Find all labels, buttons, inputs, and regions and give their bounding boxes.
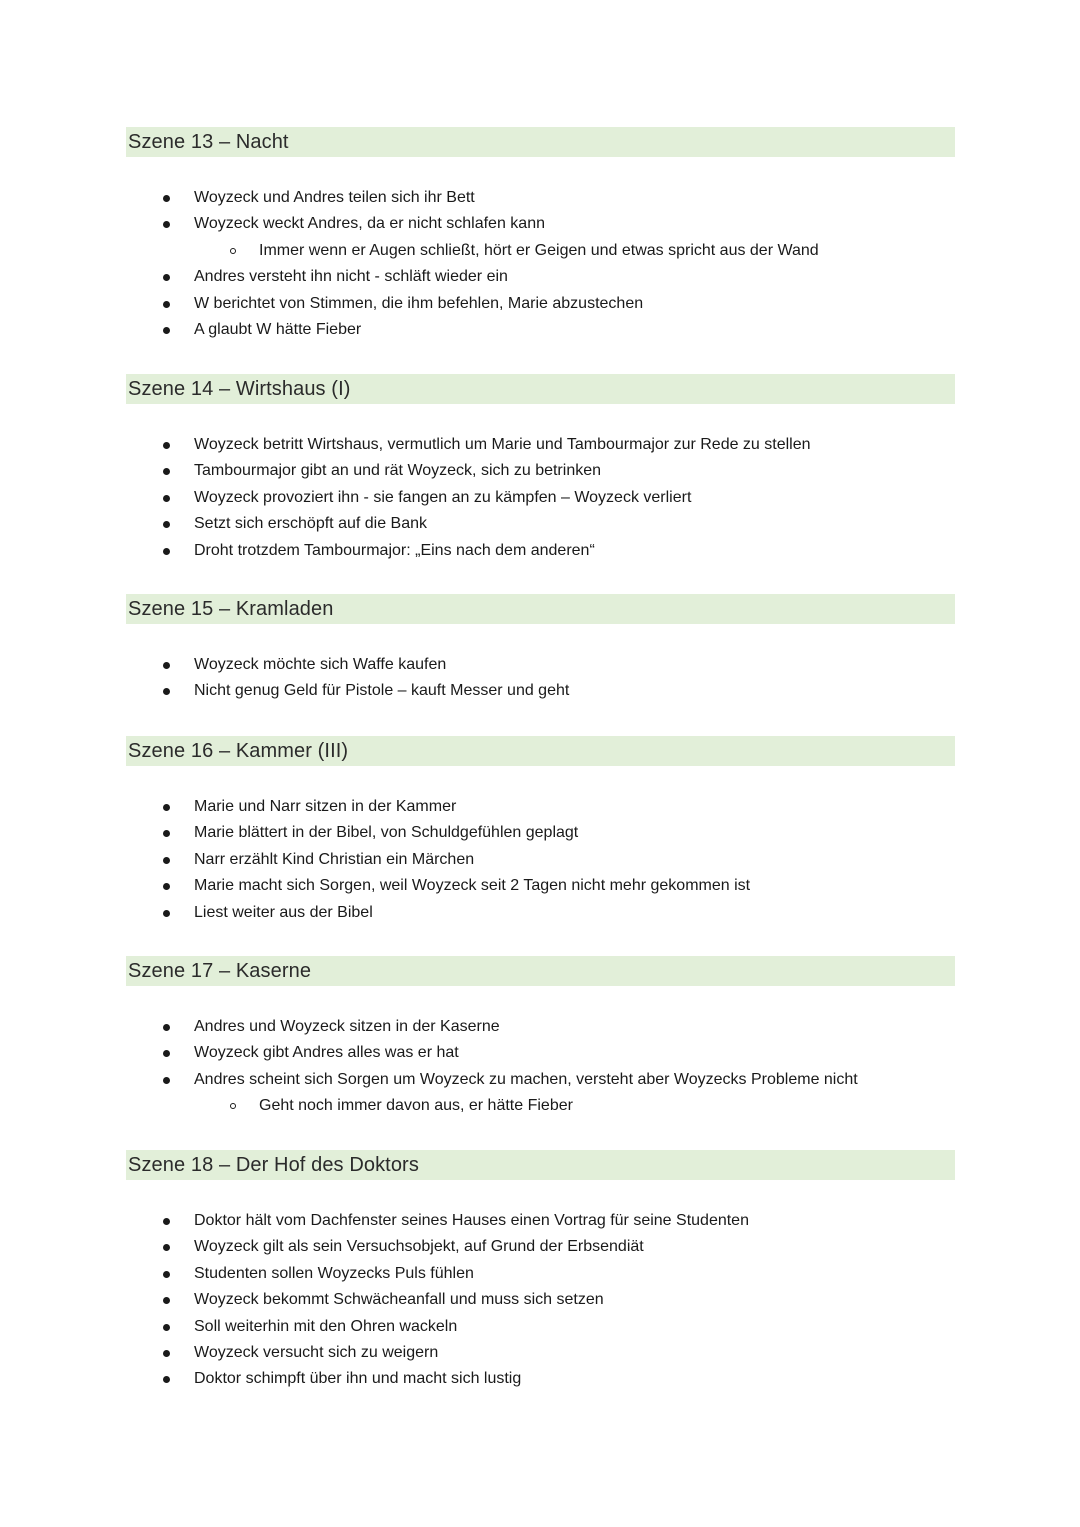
bullet-list — [126, 1014, 955, 1120]
circle-bullet-icon — [230, 248, 236, 254]
list-item: Woyzeck gilt als sein Versuchsobjekt, auf Grund der Erbsendiät — [126, 1234, 955, 1260]
scene-15 — [126, 594, 955, 705]
list-item: Nicht genug Geld für Pistole – kauft Messer und geht — [126, 678, 955, 704]
scene-17 — [126, 956, 955, 1120]
scene-title: Szene 18 – Der Hof des Doktors — [128, 1153, 419, 1176]
bullet-icon — [163, 1050, 170, 1057]
list-item-nested — [126, 1093, 955, 1119]
list-item: A glaubt W hätte Fieber — [126, 317, 955, 343]
scene-title: Szene 14 – Wirtshaus (I) — [128, 377, 351, 400]
scene-title: Szene 13 – Nacht — [128, 130, 289, 153]
list-item: Doktor hält vom Dachfenster seines Hauses einen Vortrag für seine Studenten — [126, 1208, 955, 1234]
bullet-icon — [163, 1077, 170, 1084]
bullet-icon — [163, 1376, 170, 1383]
bullet-icon — [163, 1271, 170, 1278]
list-item: Woyzeck betritt Wirtshaus, vermutlich um Marie und Tambourmajor zur Rede zu stellen — [126, 432, 955, 458]
bullet-icon — [163, 1350, 170, 1357]
scene-18 — [126, 1150, 955, 1393]
bullet-icon — [163, 495, 170, 502]
bullet-list — [126, 1208, 955, 1393]
scene-title: Szene 17 – Kaserne — [128, 959, 312, 982]
bullet-list — [126, 794, 955, 926]
bullet-icon — [163, 327, 170, 334]
circle-bullet-icon — [230, 1103, 236, 1109]
list-item: Andres und Woyzeck sitzen in der Kaserne — [126, 1014, 955, 1040]
bullet-icon — [163, 883, 170, 890]
scene-14 — [126, 374, 955, 564]
list-item: Setzt sich erschöpft auf die Bank — [126, 511, 955, 537]
list-item: Woyzeck gibt Andres alles was er hat — [126, 1040, 955, 1066]
bullet-icon — [163, 857, 170, 864]
list-item: Woyzeck und Andres teilen sich ihr Bett — [126, 185, 955, 211]
scene-header — [126, 594, 955, 624]
bullet-icon — [163, 1324, 170, 1331]
list-item: Marie und Narr sitzen in der Kammer — [126, 794, 955, 820]
bullet-icon — [163, 804, 170, 811]
list-item: Tambourmajor gibt an und rät Woyzeck, sich zu betrinken — [126, 458, 955, 484]
list-item: W berichtet von Stimmen, die ihm befehlen, Marie abzustechen — [126, 291, 955, 317]
scene-header — [126, 956, 955, 986]
list-item: Andres scheint sich Sorgen um Woyzeck zu machen, versteht aber Woyzecks Probleme nicht — [126, 1067, 955, 1093]
scene-13 — [126, 127, 955, 343]
list-item: Soll weiterhin mit den Ohren wackeln — [126, 1314, 955, 1340]
scene-header — [126, 127, 955, 157]
bullet-icon — [163, 468, 170, 475]
sub-list — [126, 238, 955, 264]
list-item: Woyzeck weckt Andres, da er nicht schlafen kann — [126, 211, 955, 237]
scene-title: Szene 16 – Kammer (III) — [128, 739, 349, 762]
list-item: Woyzeck versucht sich zu weigern — [126, 1340, 955, 1366]
list-item: Studenten sollen Woyzecks Puls fühlen — [126, 1261, 955, 1287]
list-item: Marie macht sich Sorgen, weil Woyzeck seit 2 Tagen nicht mehr gekommen ist — [126, 873, 955, 899]
bullet-icon — [163, 910, 170, 917]
bullet-icon — [163, 195, 170, 202]
list-item: Liest weiter aus der Bibel — [126, 900, 955, 926]
list-item: Droht trotzdem Tambourmajor: „Eins nach dem anderen“ — [126, 538, 955, 564]
bullet-icon — [163, 521, 170, 528]
bullet-icon — [163, 301, 170, 308]
scene-header — [126, 1150, 955, 1180]
scene-title: Szene 15 – Kramladen — [128, 597, 334, 620]
scene-16 — [126, 736, 955, 926]
list-item: Woyzeck bekommt Schwächeanfall und muss sich setzen — [126, 1287, 955, 1313]
list-item: Woyzeck provoziert ihn - sie fangen an zu kämpfen – Woyzeck verliert — [126, 485, 955, 511]
sub-list-item: Immer wenn er Augen schließt, hört er Geigen und etwas spricht aus der Wand — [126, 238, 955, 264]
list-item-nested — [126, 238, 955, 264]
list-item: Woyzeck möchte sich Waffe kaufen — [126, 652, 955, 678]
bullet-icon — [163, 1297, 170, 1304]
bullet-icon — [163, 442, 170, 449]
bullet-icon — [163, 548, 170, 555]
bullet-icon — [163, 221, 170, 228]
bullet-icon — [163, 1244, 170, 1251]
list-item: Andres versteht ihn nicht - schläft wieder ein — [126, 264, 955, 290]
bullet-list — [126, 185, 955, 343]
bullet-icon — [163, 1218, 170, 1225]
list-item: Doktor schimpft über ihn und macht sich lustig — [126, 1366, 955, 1392]
bullet-icon — [163, 274, 170, 281]
list-item: Narr erzählt Kind Christian ein Märchen — [126, 847, 955, 873]
bullet-list — [126, 432, 955, 564]
bullet-icon — [163, 1024, 170, 1031]
scene-header — [126, 374, 955, 404]
scene-header — [126, 736, 955, 766]
sub-list — [126, 1093, 955, 1119]
bullet-list — [126, 652, 955, 705]
sub-list-item: Geht noch immer davon aus, er hätte Fieber — [126, 1093, 955, 1119]
list-item: Marie blättert in der Bibel, von Schuldgefühlen geplagt — [126, 820, 955, 846]
bullet-icon — [163, 688, 170, 695]
bullet-icon — [163, 830, 170, 837]
bullet-icon — [163, 662, 170, 669]
